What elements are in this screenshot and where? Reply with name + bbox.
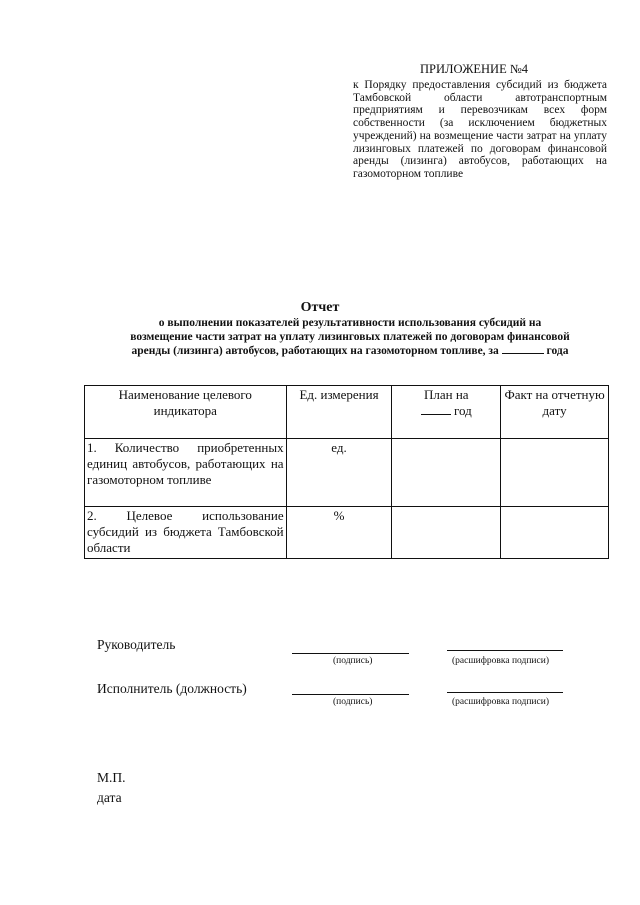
report-subtitle-line1: о выполнении показателей результативности использования субсидий на [158, 317, 542, 329]
header-plan-prefix: План на [424, 387, 469, 402]
report-subtitle-line3-start: аренды (лизинга) автобусов, работающих на газомоторном топливе, за [131, 345, 499, 357]
date-label: дата [97, 790, 122, 805]
report-title: Отчет [300, 300, 340, 315]
report-subtitle [80, 316, 620, 358]
report-subtitle-line3 [80, 344, 620, 358]
header-plan [392, 386, 501, 439]
executor-signature-caption: (подпись) [333, 697, 373, 707]
row-2-plan[interactable] [392, 507, 501, 559]
executor-decode-caption: (расшифровка подписи) [452, 697, 549, 707]
executor-signature-line[interactable] [292, 694, 409, 695]
executor-decode-line[interactable] [447, 692, 563, 693]
year-blank-field[interactable] [502, 344, 544, 354]
report-subtitle-line2: возмещение части затрат на уплату лизинговых платежей по договорам финансовой [130, 331, 570, 343]
table-header-row [85, 386, 609, 439]
report-subtitle-line3-end: года [546, 345, 569, 357]
head-label: Руководитель [97, 637, 176, 652]
head-signature-caption: (подпись) [333, 656, 373, 666]
head-decode-caption: (расшифровка подписи) [452, 656, 549, 666]
head-decode-line[interactable] [447, 650, 563, 651]
header-unit: Ед. измерения [286, 386, 392, 439]
appendix-title: ПРИЛОЖЕНИЕ №4 [420, 62, 529, 76]
row-2-fact[interactable] [501, 507, 609, 559]
header-plan-suffix: год [454, 403, 472, 418]
indicators-table [84, 385, 609, 559]
appendix-text: к Порядку предоставления субсидий из бюджета Тамбовской области автотранспортным предприятиям и перевозчикам всех форм собственности (за исключением бюджетных учреждений) на возмещение части затрат на уплату лизинговых платежей по договорам финансовой аренды (лизинга) автобусов, работающих на газомоторном топливе [353, 79, 607, 180]
row-1-plan[interactable] [392, 439, 501, 507]
header-plan-year [394, 403, 498, 419]
header-fact: Факт на отчетную дату [501, 386, 609, 439]
header-name: Наименование целевого индикатора [85, 386, 287, 439]
executor-label: Исполнитель (должность) [97, 681, 247, 696]
row-1-fact[interactable] [501, 439, 609, 507]
plan-year-blank[interactable] [421, 404, 451, 415]
row-2-unit: % [286, 507, 392, 559]
row-2-name: 2. Целевое использование субсидий из бюджета Тамбовской области [85, 507, 287, 559]
stamp-label: М.П. [97, 770, 126, 785]
head-signature-line[interactable] [292, 653, 409, 654]
row-1-name: 1. Количество приобретенных единиц автобусов, работающих на газомоторном топливе [85, 439, 287, 507]
row-1-unit: ед. [286, 439, 392, 507]
table-row [85, 507, 609, 559]
table-row [85, 439, 609, 507]
